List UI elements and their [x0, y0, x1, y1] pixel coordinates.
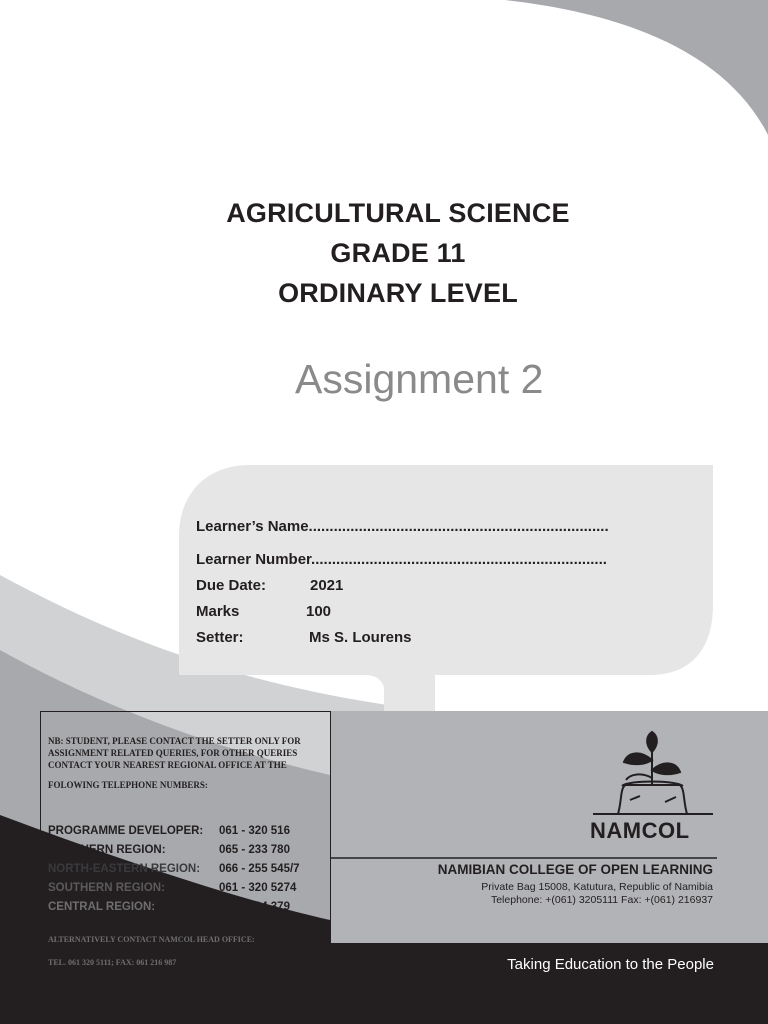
- grade-title: GRADE 11: [330, 238, 466, 268]
- due-date-label: Due Date:: [196, 577, 267, 594]
- learner-number-label: Learner Number.......................................................................: [196, 551, 607, 568]
- notice-line-4: FOLOWING TELEPHONE NUMBERS:: [48, 780, 208, 790]
- college-address: Private Bag 15008, Katutura, Republic of Namibia: [481, 881, 713, 893]
- contact-number: 061 - 320 5274: [219, 882, 297, 894]
- setter-value: Ms S. Lourens: [309, 629, 412, 646]
- learner-number-row[interactable]: [196, 551, 607, 568]
- level-title: ORDINARY LEVEL: [278, 278, 518, 308]
- learner-name-row[interactable]: [196, 518, 609, 535]
- alt-contact-line-2: TEL. 061 320 5111; FAX: 061 216 987: [48, 958, 177, 967]
- setter-row: [196, 629, 412, 646]
- notice-text: [48, 735, 333, 771]
- notice-line-1: NB: STUDENT, PLEASE CONTACT THE SETTER ONLY FOR: [48, 736, 301, 746]
- college-telephone: Telephone: +(061) 3205111 Fax: +(061) 216937: [490, 894, 713, 906]
- due-date-value: 2021: [310, 577, 344, 594]
- top-right-swoosh: [505, 0, 768, 135]
- brand-panel: [330, 711, 768, 943]
- contact-row: [48, 901, 155, 913]
- subject-title: AGRICULTURAL SCIENCE: [226, 198, 570, 228]
- learner-name-label: Learner’s Name........................................................................: [196, 518, 609, 535]
- contact-row: [48, 863, 200, 875]
- marks-row: [196, 603, 332, 620]
- cover-titles: [0, 193, 768, 313]
- contact-number: 066 - 255 545/7: [219, 863, 300, 875]
- contact-number: 065 - 233 780: [219, 844, 290, 856]
- contact-row: [48, 882, 165, 894]
- due-date-row: [196, 577, 344, 594]
- contact-label: CENTRAL REGION:: [48, 901, 156, 913]
- notice-line-2: ASSIGNMENT RELATED QUERIES, FOR OTHER QUERIES: [48, 748, 298, 758]
- namcol-logo-text: NAMCOL: [590, 818, 690, 843]
- contact-number: 067 - 304 379: [219, 901, 290, 913]
- marks-label: Marks: [196, 603, 240, 620]
- notice-line-3: CONTACT YOUR NEAREST REGIONAL OFFICE AT THE: [48, 760, 287, 770]
- college-name: NAMIBIAN COLLEGE OF OPEN LEARNING: [437, 862, 713, 877]
- contact-row: [48, 844, 166, 856]
- alt-contact-line-1: ALTERNATIVELY CONTACT NAMCOL HEAD OFFICE:: [48, 935, 255, 944]
- contact-label: NORTHERN REGION:: [48, 844, 166, 856]
- assignment-title: Assignment 2: [295, 356, 544, 402]
- setter-label: Setter:: [196, 629, 244, 646]
- contact-number: 061 - 320 516: [219, 825, 290, 837]
- tagline: Taking Education to the People: [507, 956, 714, 973]
- contact-label: PROGRAMME DEVELOPER:: [48, 825, 204, 837]
- contact-row: [48, 825, 203, 837]
- contact-label: SOUTHERN REGION:: [48, 882, 165, 894]
- contact-label: NORTH-EASTERN REGION:: [48, 863, 201, 875]
- marks-value: 100: [306, 603, 332, 620]
